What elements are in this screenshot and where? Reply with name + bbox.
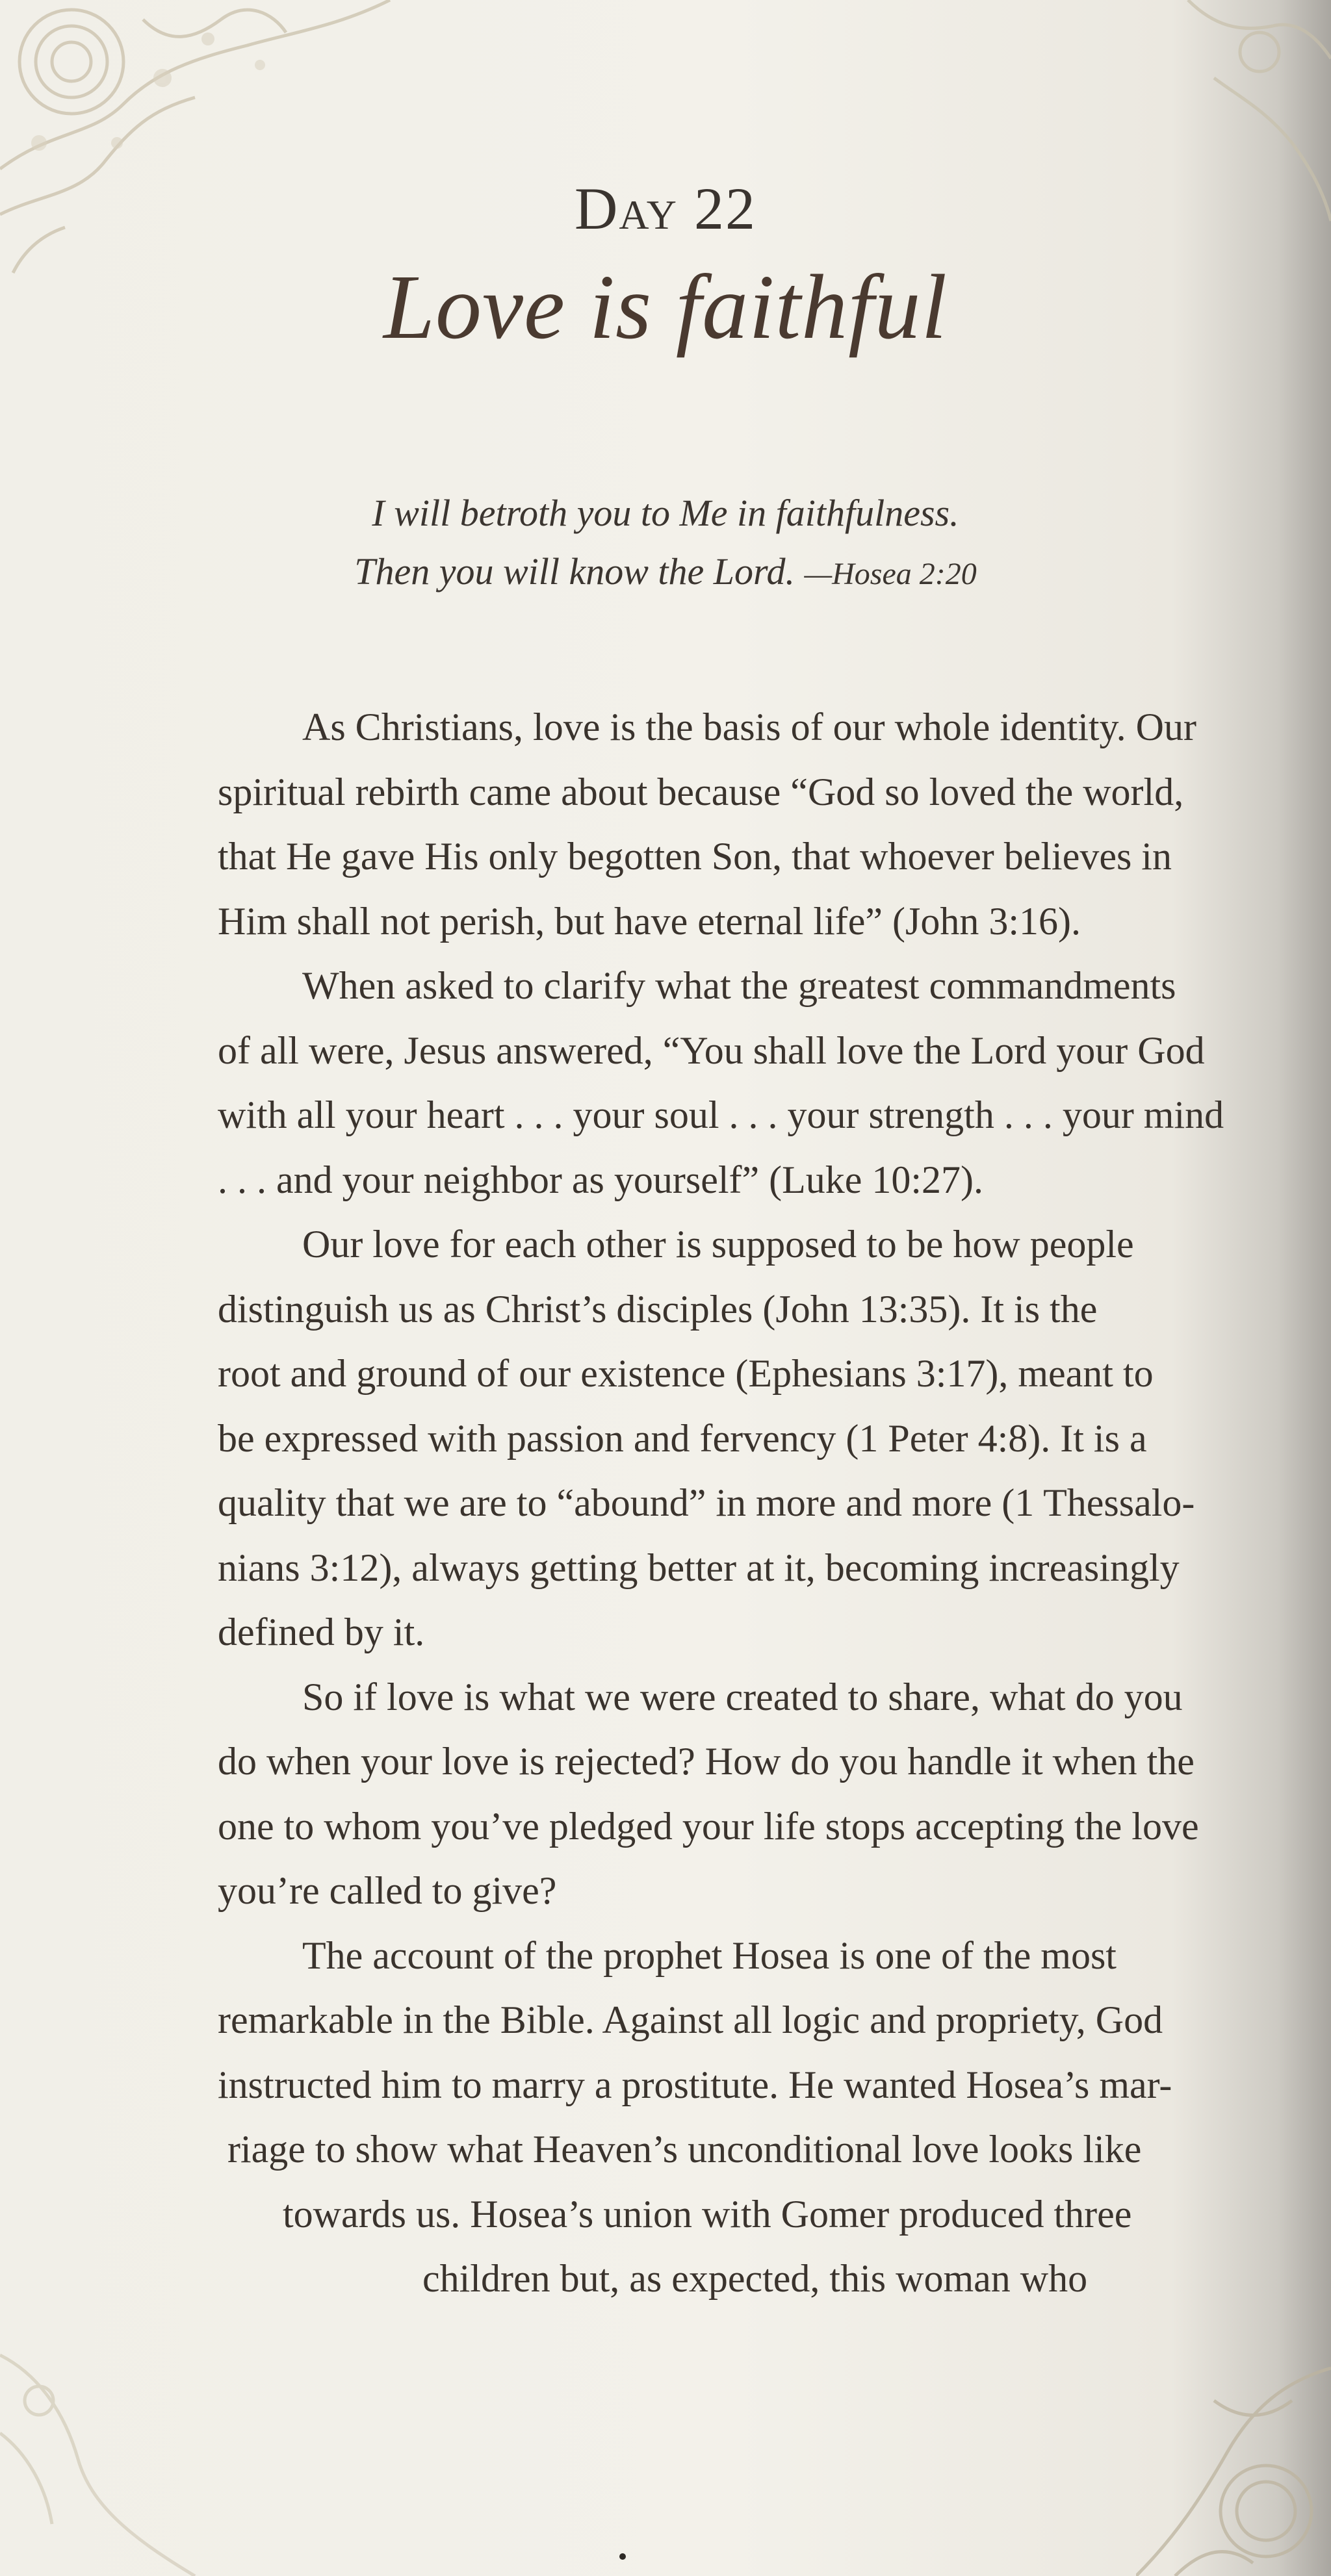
paragraph-line: you’re called to give?: [218, 1869, 557, 1912]
paragraph-line: that He gave His only begotten Son, that whoever believes in: [218, 835, 1172, 878]
paragraph-line: As Christians, love is the basis of our whole identity. Our: [302, 706, 1196, 748]
day-title-text: Love is faithful: [383, 255, 948, 358]
corner-ornament-bottom-left: [0, 2303, 234, 2576]
paragraph-line: towards us. Hosea’s union with Gomer produced three: [283, 2192, 1132, 2236]
paragraph-line: Our love for each other is supposed to be how people: [302, 1223, 1134, 1266]
paragraph-line: with all your heart . . . your soul . . . your strength . . . your mind: [218, 1093, 1224, 1136]
paragraph-line: spiritual rebirth came about because “God so loved the world,: [218, 770, 1184, 813]
paragraph-line: distinguish us as Christ’s disciples (John 13:35). It is the: [218, 1287, 1098, 1331]
epigraph-line-1: I will betroth you to Me in faithfulness.: [372, 492, 959, 534]
paragraph-line: be expressed with passion and fervency (1 Peter 4:8). It is a: [218, 1416, 1147, 1460]
paragraph-line: quality that we are to “abound” in more and more (1 Thessalo-: [218, 1481, 1195, 1524]
body-text: [133, 695, 1277, 2312]
paragraph-line: of all were, Jesus answered, “You shall love the Lord your God: [218, 1028, 1205, 1072]
paragraph-4: [133, 1665, 1277, 1924]
page-marker-dot: [619, 2553, 626, 2560]
epigraph-line-2: [0, 542, 1331, 604]
paragraph-line: So if love is what we were created to share, what do you: [302, 1675, 1183, 1718]
paragraph-line: riage to show what Heaven’s unconditional love looks like: [227, 2128, 1142, 2171]
paragraph-2: [133, 954, 1277, 1212]
paragraph-line: defined by it.: [218, 1611, 425, 1653]
day-title: [0, 253, 1331, 360]
epigraph-reference: —Hosea 2:20: [804, 557, 977, 591]
paragraph-line: nians 3:12), always getting better at it, becoming increasingly: [218, 1546, 1180, 1589]
paragraph-line: root and ground of our existence (Ephesians 3:17), meant to: [218, 1352, 1154, 1395]
paragraph-line: . . . and your neighbor as yourself” (Luke 10:27).: [218, 1158, 984, 1201]
day-heading: [0, 174, 1331, 243]
paragraph-line: instructed him to marry a prostitute. He wanted Hosea’s mar-: [218, 2063, 1172, 2106]
day-label: Day 22: [574, 175, 756, 242]
paragraph-line: children but, as expected, this woman who: [422, 2257, 1088, 2300]
paragraph-3: [133, 1212, 1277, 1665]
paragraph-5: [133, 1924, 1277, 2312]
epigraph-line-2-text: Then you will know the Lord.: [354, 550, 795, 593]
paragraph-1: [133, 695, 1277, 954]
paragraph-line: Him shall not perish, but have eternal life” (John 3:16).: [218, 899, 1081, 943]
paragraph-line: When asked to clarify what the greatest commandments: [302, 964, 1176, 1007]
paragraph-line: The account of the prophet Hosea is one of the most: [302, 1933, 1117, 1977]
paragraph-line: one to whom you’ve pledged your life stops accepting the love: [218, 1804, 1199, 1848]
paragraph-line: do when your love is rejected? How do you handle it when the: [218, 1740, 1195, 1783]
paragraph-line: remarkable in the Bible. Against all logic and propriety, God: [218, 1998, 1163, 2041]
epigraph: [0, 484, 1331, 604]
